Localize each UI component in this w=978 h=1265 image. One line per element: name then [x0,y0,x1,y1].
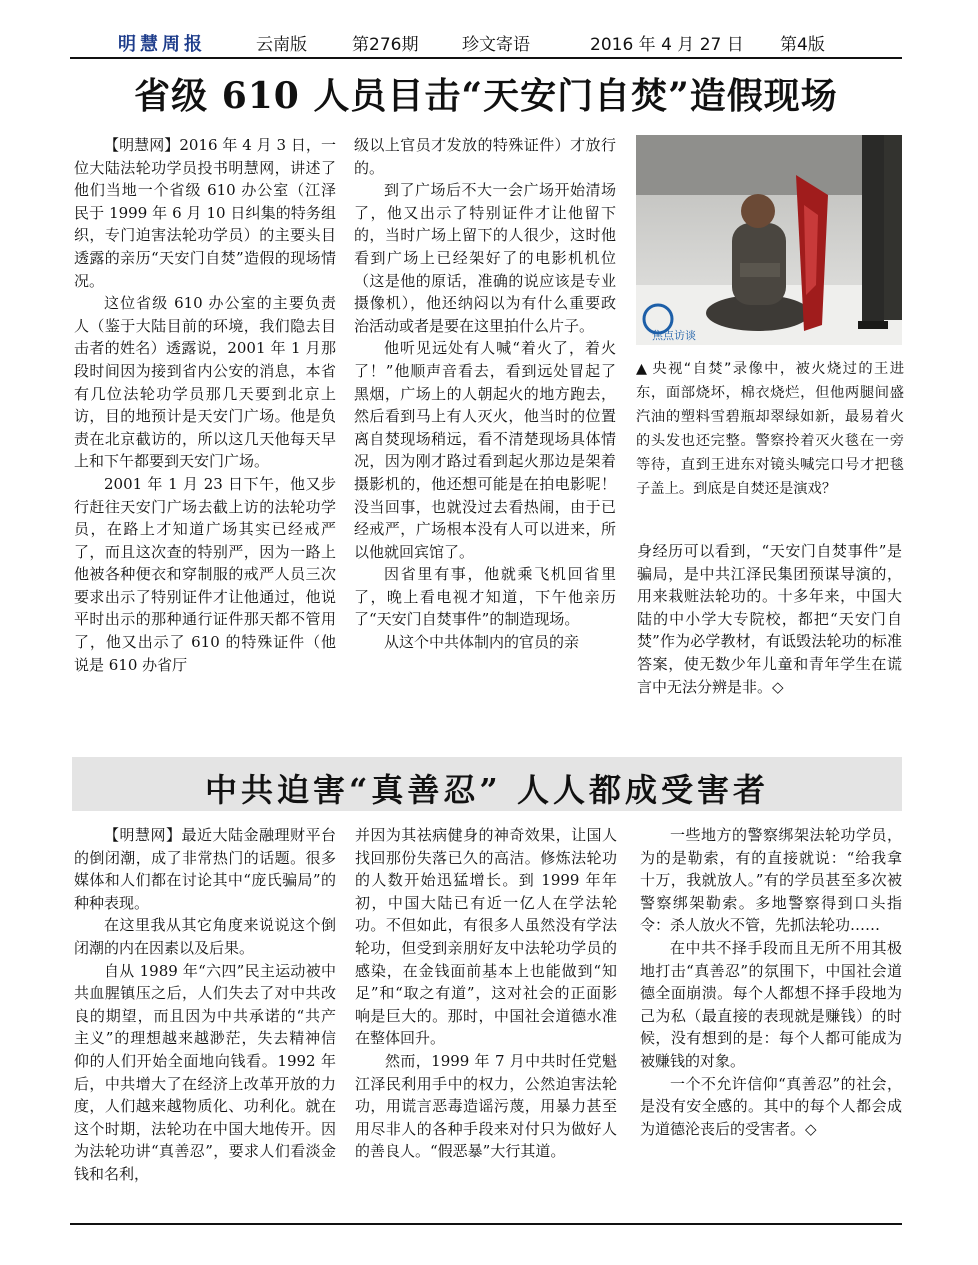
newspaper-header [70,28,902,58]
article1-paragraph-continued: 级以上官员才发放的特殊证件）才放行的。 [354,136,616,177]
header-divider [70,57,902,59]
article2-paragraph: 在这里我从其它角度来说说这个倒闭潮的内在因素以及后果。 [74,916,336,957]
article2-column-3 [640,824,902,1140]
page-number: 第4版 [780,35,825,55]
article1-paragraph: 他听见远处有人喊“着火了，着火了！”他顺声音看去，看到远处冒起了黑烟，广场上的人朝起火的地方跑去，然后看到马上有人灭火，他当时的位置离自焚现场稍远，看不清楚现场具体情况，因为刚才路过看到起火那边是架着摄影机的，他还想可能是在拍电影呢！没当回事，也就没过去看热闹，由于已经戒严，广场根本没有人可以进来，所以他就回宾馆了。 [354,339,616,561]
article1-paragraph: 从这个中共体制内的官员的亲 [384,633,580,652]
news-photo [636,135,902,345]
article2-column-1 [74,824,336,1186]
masthead-logo: 明慧周报 [118,34,206,55]
article2-paragraph: 然而，1999 年 7 月中共时任党魁江泽民利用手中的权力，公然迫害法轮功，用谎言恶毒造谣污蔑，用暴力甚至用尽非人的各种手段来对付只为做好人的善良人。“假恶暴”大行其道。 [355,1051,617,1161]
article1-paragraph: 到了广场后不大一会广场开始清场了，他又出示了特别证件才让他留下的，当时广场上留下的人很少，这时他看到广场上已经架好了的电影机机位（这是他的原话，准确的说应该是专业摄像机），他还纳闷以为有什么重要政治活动或者是要在这里拍什么片子。 [354,181,616,335]
footer-divider [70,1223,902,1225]
article1-column-1 [74,134,336,676]
article1-column-2 [354,134,616,654]
article1-paragraph: 【明慧网】2016 年 4 月 3 日，一位大陆法轮功学员投书明慧网，讲述了他们当地一个省级 610 办公室（江泽民于 1999 年 6 月 10 日纠集的特务组织，专门迫害法轮功学员）的主要头目透露的亲历“天安门自焚”造假的现场情况。 [74,136,336,290]
article1-column-3 [637,540,902,698]
edition-label: 云南版 [256,35,307,55]
column-name: 珍文寄语 [462,35,530,55]
article1-paragraph: 因省里有事，他就乘飞机回省里了，晚上看电视才知道，下午他亲历了“天安门自焚事件”的制造现场。 [354,565,616,629]
article2-paragraph: 【明慧网】最近大陆金融理财平台的倒闭潮，成了非常热门的话题。很多媒体和人们都在讨论其中“庞氏骗局”的种种表现。 [74,826,336,912]
article1-paragraph: 这位省级 610 办公室的主要负责人（鉴于大陆目前的环境，我们隐去目击者的姓名）透露说，2001 年 1 月那段时间因为接到省内公安的消息，本省有几位法轮功学员那几天要到北京上访，目的地预计是天安门广场。他是负责在北京截访的，所以这几天他每天早上和下午都要到天安门广场。 [74,294,336,471]
photo-caption [636,357,904,501]
article1-title: 省级 610 人员目击“天安门自焚”造假现场 [134,75,838,117]
channel-logo-text: 焦点访谈 [652,329,696,342]
caption-triangle-icon: ▲ [636,361,649,377]
issue-number: 第276期 [352,35,419,55]
article2-title: 中共迫害“真善忍” 人人都成受害者 [205,771,769,809]
article2-paragraph: 在中共不择手段而且无所不用其极地打击“真善忍”的氛围下，中国社会道德全面崩溃。每个人都想不择手段地为己为私（最直接的表现就是赚钱）的时候，没有想到的是：每个人都可能成为被赚钱的对象。 [640,938,902,1070]
article2-paragraph: 一些地方的警察绑架法轮功学员，为的是勒索，有的直接就说：“给我拿十万，我就放人。”有的学员甚至多次被警察绑架勒索。多地警察得到口头指令：杀人放火不管，先抓法轮功…… [640,826,902,935]
issue-date: 2016 年 4 月 27 日 [590,35,744,55]
article1-paragraph: 2001 年 1 月 23 日下午，他又步行赶往天安门广场去截上访的法轮功学员，在路上才知道广场其实已经戒严了，而且这次查的特别严，因为一路上他被各种便衣和穿制服的戒严人员三次要求出示了特别证件才让他通过，他说平时出示的那种通行证件那天都不管用了，他又出示了 610 的特殊证件（他说是 610 办省厅 [74,474,336,674]
article2-column-2 [355,824,617,1163]
article2-paragraph: 自从 1989 年“六四”民主运动被中共血腥镇压之后，人们失去了对中共改良的期望，而且因为中共承诺的“共产主义”的理想越来越渺茫，失去精神信仰的人们开始全面地向钱看。1992 年后，中共增大了在经济上改革开放的力度，人们越来越物质化、功利化。就在这个时期，法轮功在中国大地传开。因为法轮功讲“真善忍”，要求人们看淡金钱和名利， [74,961,336,1183]
article2-paragraph: 一个不允许信仰“真善忍”的社会，是没有安全感的。其中的每个人都会成为道德沦丧后的受害者。◇ [640,1074,902,1138]
article1-paragraph-continued: 身经历可以看到，“天安门自焚事件”是骗局，是中共江泽民集团预谋导演的，用来栽赃法轮功的。十多年来，中国大陆的中小学大专院校，都把“天安门自焚”作为必学教材，有诋毁法轮功的标准答案，使无数少年儿童和青年学生在谎言中无法分辨是非。◇ [637,542,902,696]
caption-text: 央视“自焚”录像中，被火烧过的王进东，面部烧坏，棉衣烧烂，但他两腿间盛汽油的塑料雪碧瓶却翠绿如新，最易着火的头发也还完整。警察拎着灭火毯在一旁等待，直到王进东对镜头喊完口号才把毯子盖上。到底是自焚还是演戏？ [636,361,905,497]
article2-paragraph-continued: 并因为其祛病健身的神奇效果，让国人找回那份失落已久的高洁。修炼法轮功的人数开始迅猛增长。到 1999 年年初，中国大陆已有近一亿人在学法轮功。不但如此，有很多人虽然没有学法轮功，但受到亲朋好友中法轮功学员的感染，在金钱面前基本上也能做到“知足”和“取之有道”，这对社会的正面影响是巨大的。那时，中国社会道德水准在整体回升。 [355,826,617,1048]
